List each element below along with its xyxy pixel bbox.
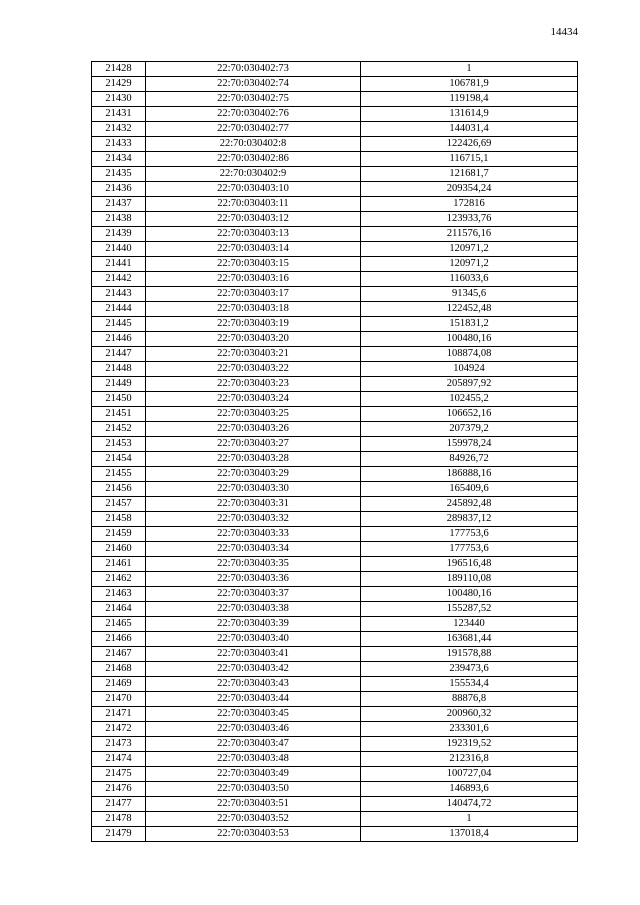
value-cell: 1 [361, 62, 578, 77]
table-row [92, 212, 578, 227]
value-cell: 189110,08 [361, 572, 578, 587]
cadastral-number-cell: 22:70:030402:73 [146, 62, 361, 77]
value-cell: 88876,8 [361, 692, 578, 707]
cadastral-number-cell: 22:70:030403:30 [146, 482, 361, 497]
row-number-cell: 21435 [92, 167, 146, 182]
cadastral-number-cell: 22:70:030403:17 [146, 287, 361, 302]
cadastral-number-cell: 22:70:030402:75 [146, 92, 361, 107]
cadastral-number-cell: 22:70:030403:12 [146, 212, 361, 227]
cadastral-number-cell: 22:70:030403:37 [146, 587, 361, 602]
cadastral-number-cell: 22:70:030403:16 [146, 272, 361, 287]
cadastral-number-cell: 22:70:030403:20 [146, 332, 361, 347]
row-number-cell: 21445 [92, 317, 146, 332]
row-number-cell: 21455 [92, 467, 146, 482]
cadastral-number-cell: 22:70:030403:41 [146, 647, 361, 662]
table-row [92, 257, 578, 272]
row-number-cell: 21462 [92, 572, 146, 587]
row-number-cell: 21471 [92, 707, 146, 722]
table-body [92, 62, 578, 842]
value-cell: 100480,16 [361, 587, 578, 602]
cadastral-value-table [91, 61, 578, 842]
row-number-cell: 21441 [92, 257, 146, 272]
table-row [92, 302, 578, 317]
table-row [92, 707, 578, 722]
cadastral-number-cell: 22:70:030403:43 [146, 677, 361, 692]
cadastral-number-cell: 22:70:030403:22 [146, 362, 361, 377]
cadastral-number-cell: 22:70:030403:18 [146, 302, 361, 317]
row-number-cell: 21428 [92, 62, 146, 77]
cadastral-number-cell: 22:70:030403:26 [146, 422, 361, 437]
table-row [92, 407, 578, 422]
value-cell: 108874,08 [361, 347, 578, 362]
row-number-cell: 21451 [92, 407, 146, 422]
value-cell: 137018,4 [361, 827, 578, 842]
table-row [92, 827, 578, 842]
table-row [92, 782, 578, 797]
row-number-cell: 21472 [92, 722, 146, 737]
cadastral-number-cell: 22:70:030403:29 [146, 467, 361, 482]
value-cell: 146893,6 [361, 782, 578, 797]
row-number-cell: 21461 [92, 557, 146, 572]
table-row [92, 272, 578, 287]
table-row [92, 482, 578, 497]
table-row [92, 752, 578, 767]
cadastral-number-cell: 22:70:030402:74 [146, 77, 361, 92]
row-number-cell: 21475 [92, 767, 146, 782]
cadastral-number-cell: 22:70:030403:32 [146, 512, 361, 527]
cadastral-number-cell: 22:70:030403:51 [146, 797, 361, 812]
table-row [92, 677, 578, 692]
table-row [92, 602, 578, 617]
cadastral-number-cell: 22:70:030402:9 [146, 167, 361, 182]
value-cell: 155287,52 [361, 602, 578, 617]
value-cell: 191578,88 [361, 647, 578, 662]
value-cell: 211576,16 [361, 227, 578, 242]
row-number-cell: 21449 [92, 377, 146, 392]
value-cell: 106781,9 [361, 77, 578, 92]
value-cell: 122426,69 [361, 137, 578, 152]
row-number-cell: 21467 [92, 647, 146, 662]
cadastral-number-cell: 22:70:030403:33 [146, 527, 361, 542]
value-cell: 120971,2 [361, 257, 578, 272]
value-cell: 239473,6 [361, 662, 578, 677]
cadastral-number-cell: 22:70:030403:19 [146, 317, 361, 332]
value-cell: 1 [361, 812, 578, 827]
value-cell: 177753,6 [361, 542, 578, 557]
table-row [92, 197, 578, 212]
row-number-cell: 21459 [92, 527, 146, 542]
cadastral-number-cell: 22:70:030403:10 [146, 182, 361, 197]
table-row [92, 692, 578, 707]
value-cell: 151831,2 [361, 317, 578, 332]
value-cell: 91345,6 [361, 287, 578, 302]
row-number-cell: 21453 [92, 437, 146, 452]
value-cell: 207379,2 [361, 422, 578, 437]
value-cell: 100727,04 [361, 767, 578, 782]
value-cell: 233301,6 [361, 722, 578, 737]
value-cell: 120971,2 [361, 242, 578, 257]
row-number-cell: 21476 [92, 782, 146, 797]
value-cell: 84926,72 [361, 452, 578, 467]
value-cell: 100480,16 [361, 332, 578, 347]
row-number-cell: 21456 [92, 482, 146, 497]
table-row [92, 62, 578, 77]
value-cell: 209354,24 [361, 182, 578, 197]
row-number-cell: 21450 [92, 392, 146, 407]
row-number-cell: 21463 [92, 587, 146, 602]
table-row [92, 152, 578, 167]
row-number-cell: 21437 [92, 197, 146, 212]
cadastral-number-cell: 22:70:030403:46 [146, 722, 361, 737]
table-row [92, 617, 578, 632]
value-cell: 192319,52 [361, 737, 578, 752]
cadastral-number-cell: 22:70:030403:45 [146, 707, 361, 722]
table-row [92, 512, 578, 527]
table-row [92, 722, 578, 737]
table-row [92, 422, 578, 437]
table-row [92, 572, 578, 587]
table-row [92, 242, 578, 257]
cadastral-number-cell: 22:70:030403:36 [146, 572, 361, 587]
table-row [92, 632, 578, 647]
table-row [92, 497, 578, 512]
value-cell: 159978,24 [361, 437, 578, 452]
row-number-cell: 21440 [92, 242, 146, 257]
table-row [92, 107, 578, 122]
row-number-cell: 21433 [92, 137, 146, 152]
cadastral-number-cell: 22:70:030403:42 [146, 662, 361, 677]
row-number-cell: 21478 [92, 812, 146, 827]
row-number-cell: 21432 [92, 122, 146, 137]
row-number-cell: 21473 [92, 737, 146, 752]
row-number-cell: 21479 [92, 827, 146, 842]
table-row [92, 332, 578, 347]
row-number-cell: 21454 [92, 452, 146, 467]
value-cell: 205897,92 [361, 377, 578, 392]
table-row [92, 452, 578, 467]
table-row [92, 797, 578, 812]
table-row [92, 767, 578, 782]
cadastral-number-cell: 22:70:030403:48 [146, 752, 361, 767]
cadastral-number-cell: 22:70:030403:28 [146, 452, 361, 467]
page-number: 14434 [550, 26, 578, 38]
cadastral-number-cell: 22:70:030403:38 [146, 602, 361, 617]
cadastral-number-cell: 22:70:030403:24 [146, 392, 361, 407]
row-number-cell: 21465 [92, 617, 146, 632]
table-row [92, 542, 578, 557]
row-number-cell: 21458 [92, 512, 146, 527]
value-cell: 104924 [361, 362, 578, 377]
table-row [92, 347, 578, 362]
value-cell: 144031,4 [361, 122, 578, 137]
row-number-cell: 21448 [92, 362, 146, 377]
row-number-cell: 21464 [92, 602, 146, 617]
value-cell: 116033,6 [361, 272, 578, 287]
value-cell: 186888,16 [361, 467, 578, 482]
cadastral-number-cell: 22:70:030402:77 [146, 122, 361, 137]
row-number-cell: 21470 [92, 692, 146, 707]
row-number-cell: 21469 [92, 677, 146, 692]
cadastral-number-cell: 22:70:030403:50 [146, 782, 361, 797]
row-number-cell: 21430 [92, 92, 146, 107]
value-cell: 155534,4 [361, 677, 578, 692]
cadastral-number-cell: 22:70:030402:8 [146, 137, 361, 152]
cadastral-number-cell: 22:70:030403:34 [146, 542, 361, 557]
cadastral-number-cell: 22:70:030403:39 [146, 617, 361, 632]
table-row [92, 377, 578, 392]
cadastral-number-cell: 22:70:030402:76 [146, 107, 361, 122]
table-row [92, 587, 578, 602]
value-cell: 131614,9 [361, 107, 578, 122]
value-cell: 123933,76 [361, 212, 578, 227]
cadastral-number-cell: 22:70:030403:53 [146, 827, 361, 842]
table-row [92, 92, 578, 107]
value-cell: 165409,6 [361, 482, 578, 497]
table-row [92, 122, 578, 137]
row-number-cell: 21452 [92, 422, 146, 437]
table-row [92, 467, 578, 482]
table-row [92, 77, 578, 92]
cadastral-number-cell: 22:70:030402:86 [146, 152, 361, 167]
row-number-cell: 21446 [92, 332, 146, 347]
row-number-cell: 21434 [92, 152, 146, 167]
row-number-cell: 21466 [92, 632, 146, 647]
cadastral-number-cell: 22:70:030403:14 [146, 242, 361, 257]
row-number-cell: 21431 [92, 107, 146, 122]
value-cell: 245892,48 [361, 497, 578, 512]
value-cell: 163681,44 [361, 632, 578, 647]
value-cell: 121681,7 [361, 167, 578, 182]
row-number-cell: 21468 [92, 662, 146, 677]
cadastral-number-cell: 22:70:030403:44 [146, 692, 361, 707]
value-cell: 196516,48 [361, 557, 578, 572]
value-cell: 106652,16 [361, 407, 578, 422]
row-number-cell: 21474 [92, 752, 146, 767]
row-number-cell: 21443 [92, 287, 146, 302]
row-number-cell: 21460 [92, 542, 146, 557]
cadastral-number-cell: 22:70:030403:52 [146, 812, 361, 827]
cadastral-number-cell: 22:70:030403:47 [146, 737, 361, 752]
table-row [92, 227, 578, 242]
row-number-cell: 21442 [92, 272, 146, 287]
value-cell: 289837,12 [361, 512, 578, 527]
table-row [92, 737, 578, 752]
cadastral-number-cell: 22:70:030403:27 [146, 437, 361, 452]
row-number-cell: 21439 [92, 227, 146, 242]
cadastral-number-cell: 22:70:030403:21 [146, 347, 361, 362]
cadastral-number-cell: 22:70:030403:40 [146, 632, 361, 647]
row-number-cell: 21457 [92, 497, 146, 512]
cadastral-number-cell: 22:70:030403:13 [146, 227, 361, 242]
row-number-cell: 21436 [92, 182, 146, 197]
value-cell: 177753,6 [361, 527, 578, 542]
cadastral-number-cell: 22:70:030403:15 [146, 257, 361, 272]
row-number-cell: 21429 [92, 77, 146, 92]
table-row [92, 317, 578, 332]
row-number-cell: 21477 [92, 797, 146, 812]
cadastral-number-cell: 22:70:030403:31 [146, 497, 361, 512]
value-cell: 200960,32 [361, 707, 578, 722]
value-cell: 122452,48 [361, 302, 578, 317]
table-row [92, 647, 578, 662]
value-cell: 140474,72 [361, 797, 578, 812]
value-cell: 212316,8 [361, 752, 578, 767]
table-row [92, 287, 578, 302]
table-row [92, 527, 578, 542]
value-cell: 116715,1 [361, 152, 578, 167]
table-row [92, 392, 578, 407]
table-row [92, 362, 578, 377]
value-cell: 102455,2 [361, 392, 578, 407]
cadastral-number-cell: 22:70:030403:49 [146, 767, 361, 782]
table-row [92, 812, 578, 827]
cadastral-number-cell: 22:70:030403:11 [146, 197, 361, 212]
value-cell: 172816 [361, 197, 578, 212]
table-row [92, 182, 578, 197]
cadastral-number-cell: 22:70:030403:23 [146, 377, 361, 392]
row-number-cell: 21438 [92, 212, 146, 227]
table-row [92, 557, 578, 572]
cadastral-number-cell: 22:70:030403:25 [146, 407, 361, 422]
row-number-cell: 21444 [92, 302, 146, 317]
row-number-cell: 21447 [92, 347, 146, 362]
table-row [92, 167, 578, 182]
value-cell: 123440 [361, 617, 578, 632]
value-cell: 119198,4 [361, 92, 578, 107]
table-row [92, 662, 578, 677]
table-row [92, 437, 578, 452]
table-row [92, 137, 578, 152]
cadastral-number-cell: 22:70:030403:35 [146, 557, 361, 572]
